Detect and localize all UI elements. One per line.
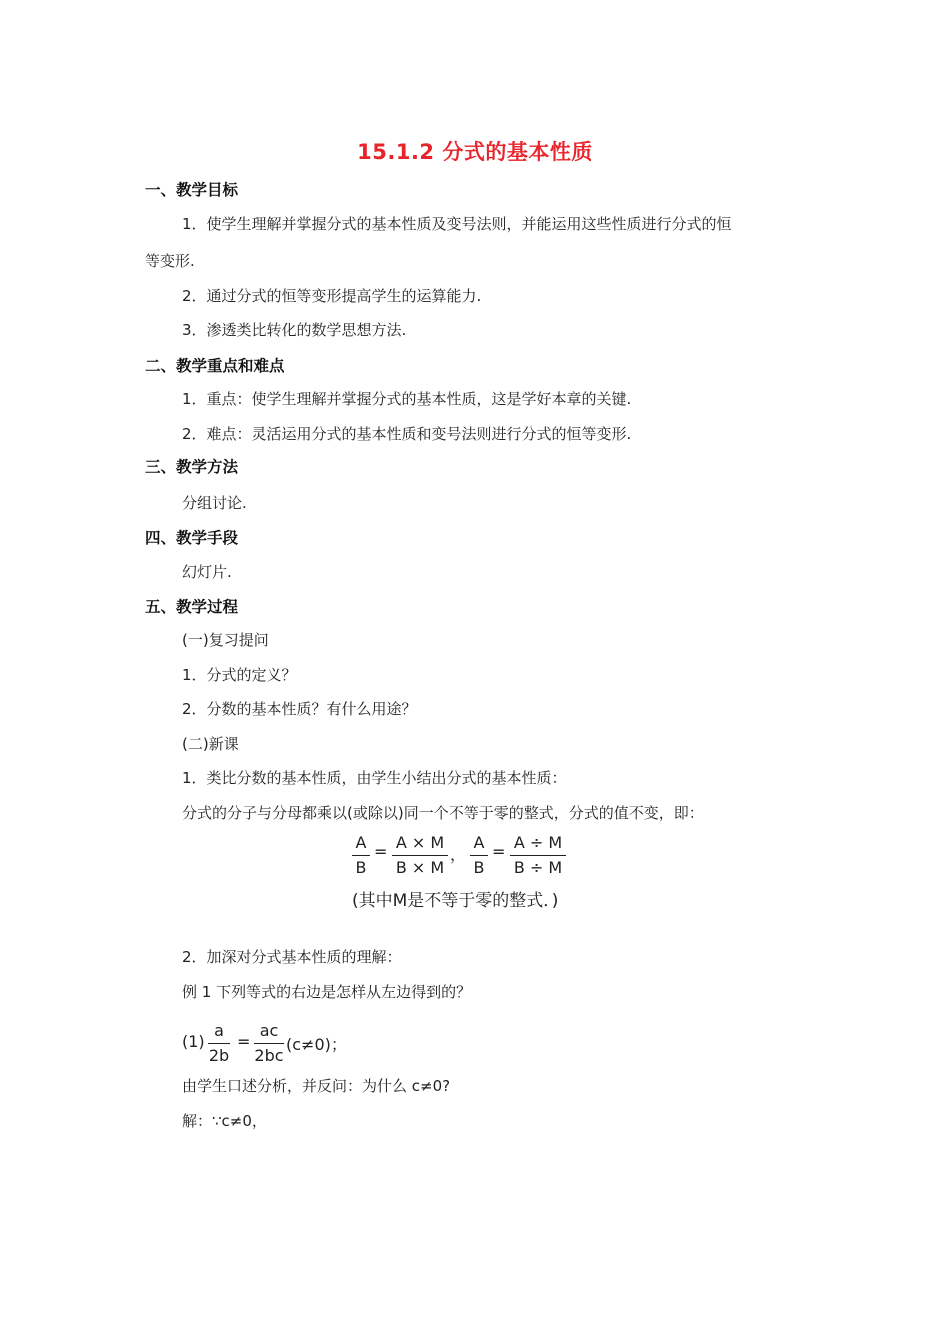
difficult-point: 2．难点：灵活运用分式的基本性质和变号法则进行分式的恒等变形.: [182, 425, 632, 443]
example-1-part-1: [182, 1020, 382, 1072]
objective-1-line-2: 等变形.: [145, 252, 195, 270]
section-heading-key-points: 二、教学重点和难点: [145, 357, 285, 375]
new-lesson-item-1: 1．类比分数的基本性质，由学生小结出分式的基本性质：: [182, 769, 567, 787]
review-question-2: 2．分数的基本性质？有什么用途？: [182, 700, 417, 718]
section-heading-means: 四、教学手段: [145, 529, 239, 547]
new-lesson-item-2: 2．加深对分式基本性质的理解：: [182, 948, 402, 966]
formula-note: (其中M是不等于零的整式．): [352, 891, 559, 911]
subsection-new-lesson: (二)新课: [182, 735, 239, 753]
equals-sign-3: =: [237, 1032, 251, 1051]
property-statement: 分式的分子与分母都乘以(或除以)同一个不等于零的整式，分式的值不变，即：: [182, 804, 704, 822]
example-1-prompt: 例 1 下列等式的右边是怎样从左边得到的？: [182, 983, 472, 1001]
methods-body: 分组讨论.: [182, 494, 247, 512]
subsection-review: (一)复习提问: [182, 631, 269, 649]
solution-text: 解：∵c≠0，: [182, 1112, 267, 1130]
comma: ，: [450, 845, 467, 864]
fraction-divide: A ÷ M B ÷ M: [510, 832, 566, 879]
key-point: 1．重点：使学生理解并掌握分式的基本性质，这是学好本章的关键.: [182, 390, 632, 408]
objective-1-line-1: 1．使学生理解并掌握分式的基本性质及变号法则，并能运用这些性质进行分式的恒: [182, 215, 732, 233]
fraction-multiply: A × M B × M: [392, 832, 448, 879]
condition: (c≠0)；: [286, 1035, 347, 1054]
objective-2: 2．通过分式的恒等变形提高学生的运算能力.: [182, 287, 482, 305]
section-heading-methods: 三、教学方法: [145, 458, 239, 476]
fraction-ac-over-2bc: ac 2bc: [254, 1021, 284, 1065]
equals-sign-2: =: [492, 842, 506, 861]
analysis-text: 由学生口述分析，并反问：为什么 c≠0?: [182, 1077, 451, 1095]
part-label: (1): [182, 1032, 205, 1051]
fraction-a-over-2b: a 2b: [208, 1021, 230, 1065]
section-heading-objectives: 一、教学目标: [145, 181, 239, 199]
means-body: 幻灯片.: [182, 563, 232, 581]
fraction-a-over-b-2: A B: [470, 832, 488, 879]
document-title: 15.1.2 分式的基本性质: [357, 140, 593, 164]
objective-3: 3．渗透类比转化的数学思想方法.: [182, 321, 407, 339]
section-heading-process: 五、教学过程: [145, 598, 239, 616]
fraction-a-over-b: A B: [352, 832, 370, 879]
equals-sign: =: [374, 842, 388, 861]
review-question-1: 1．分式的定义？: [182, 666, 297, 684]
